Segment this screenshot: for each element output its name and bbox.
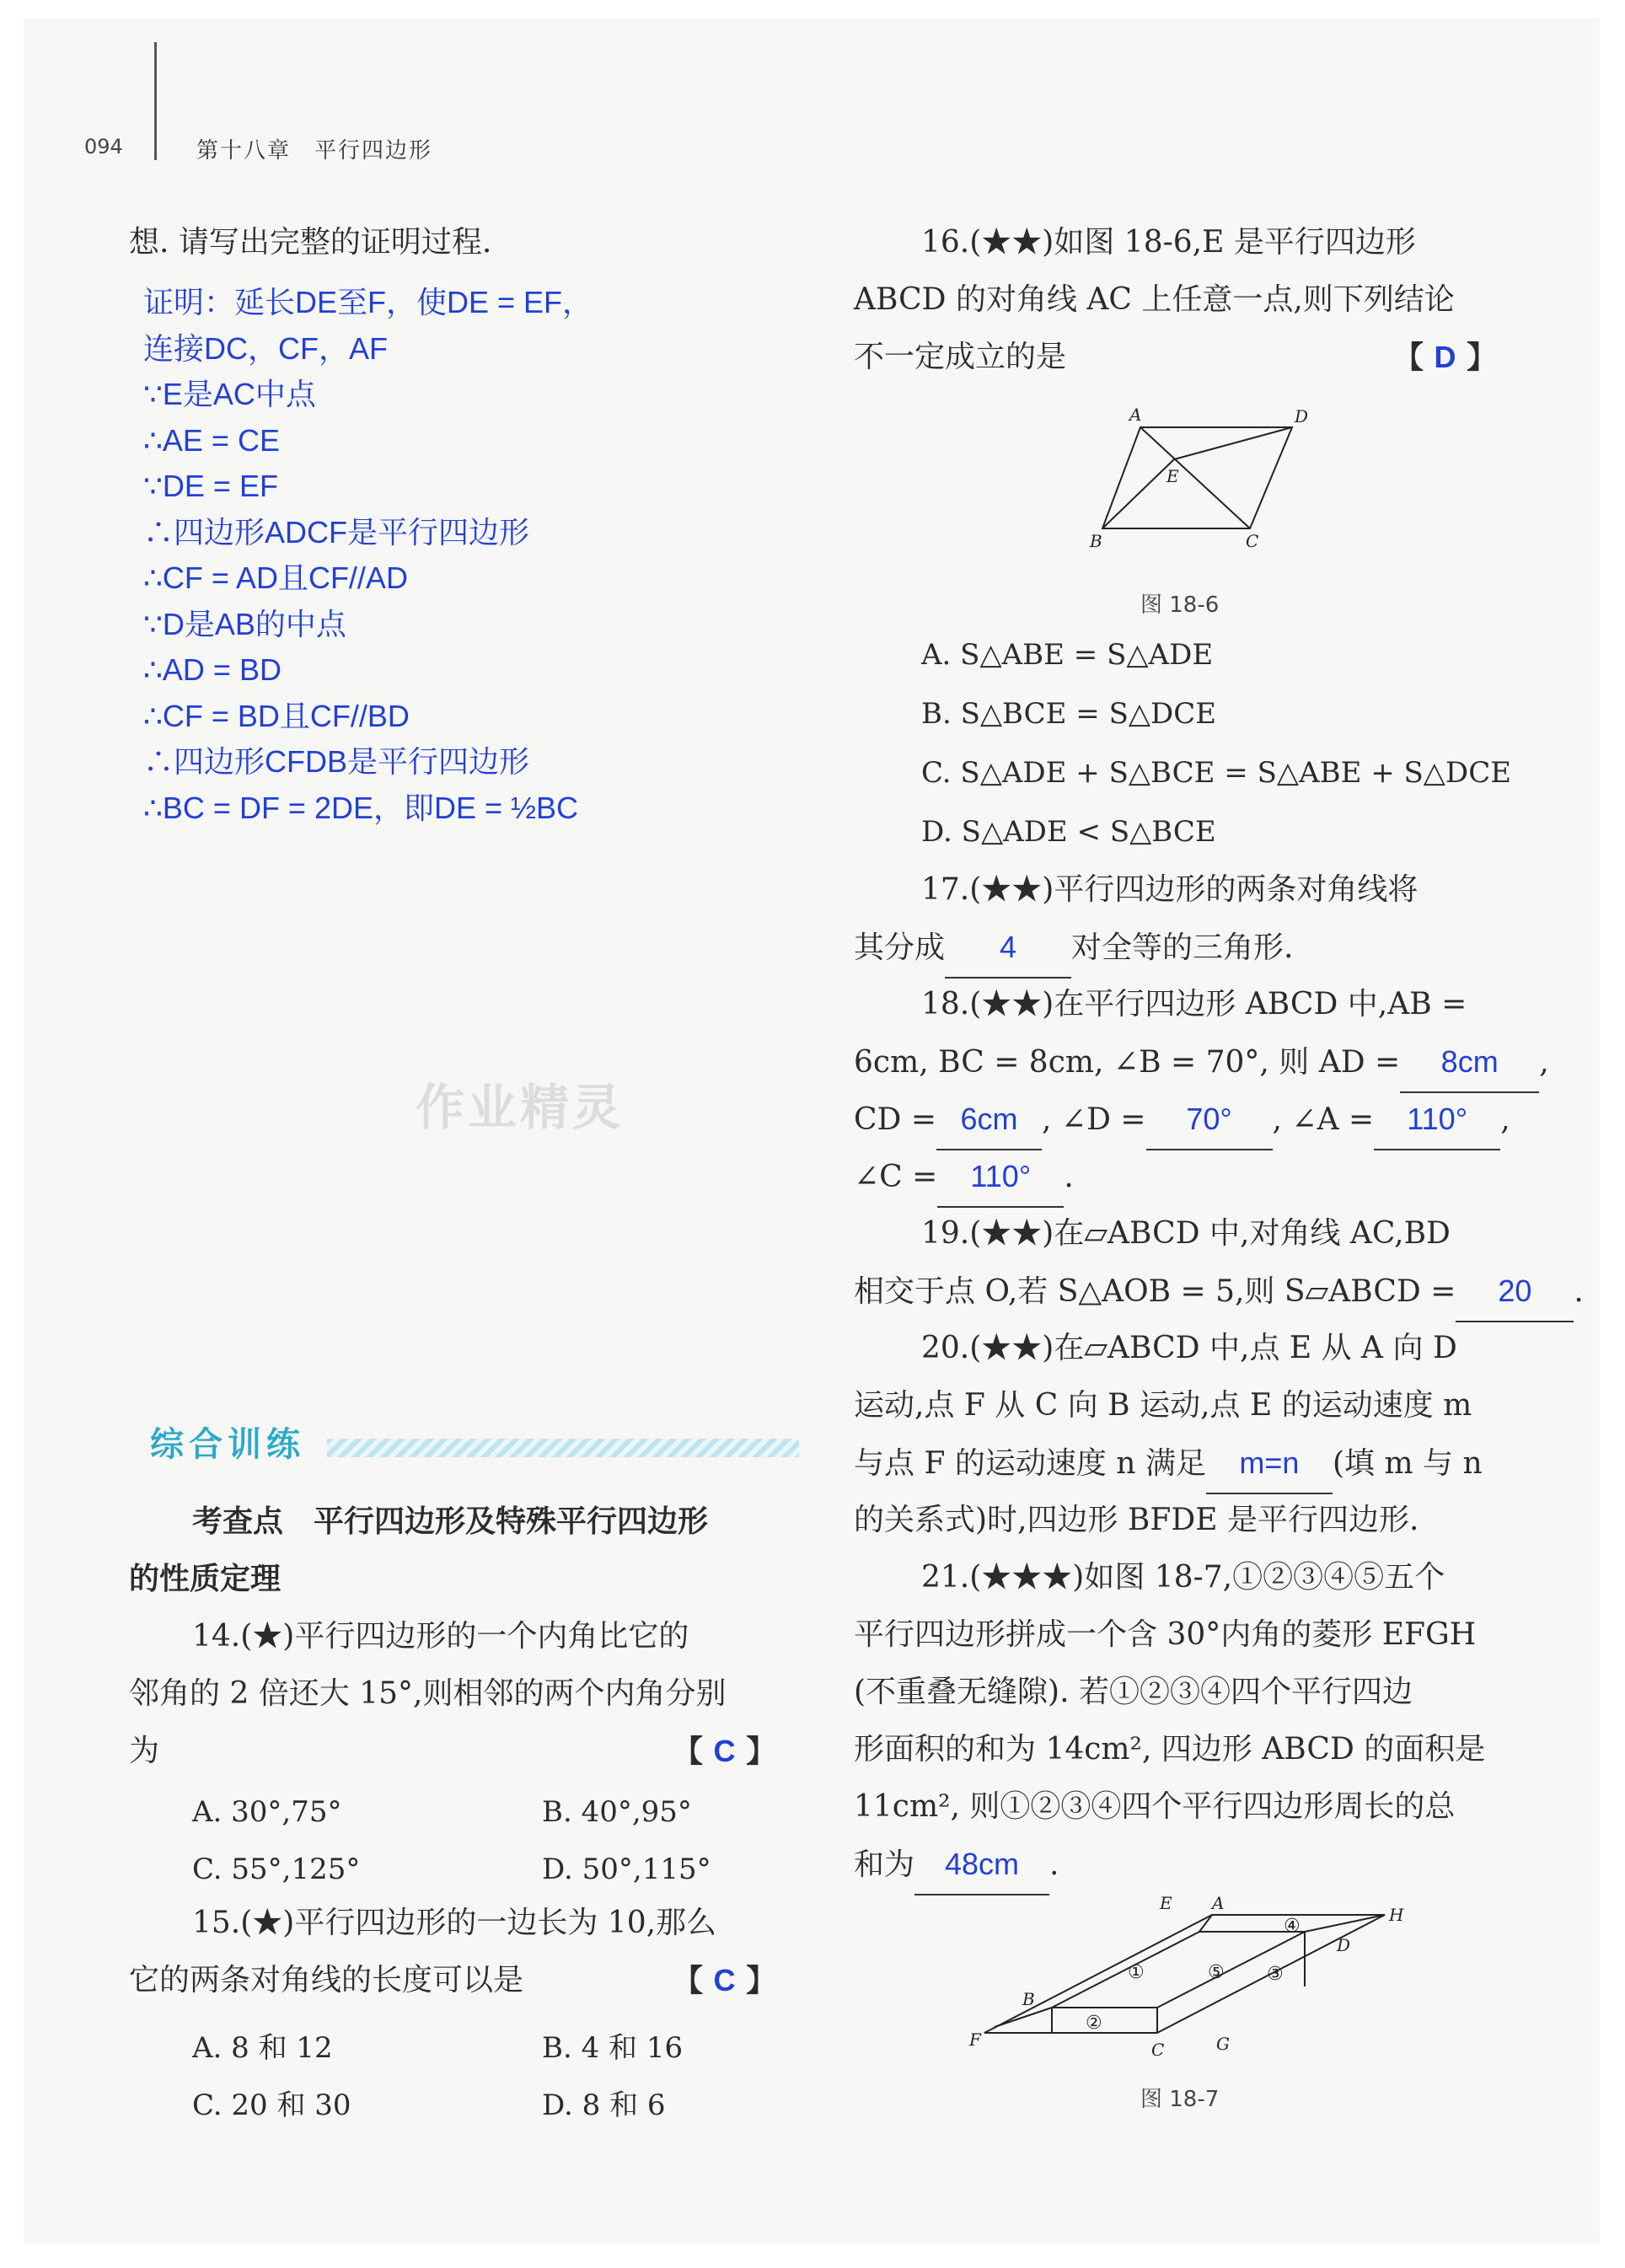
- figure-region: ④: [1284, 1916, 1301, 1937]
- q16-option: C. S△ADE + S△BCE = S△ABE + S△DCE: [921, 756, 1512, 790]
- proof-line: 连接DC，CF，AF: [143, 330, 388, 366]
- figure-label: D: [1337, 1935, 1351, 1955]
- q16-line: ABCD 的对角线 AC 上任意一点,则下列结论: [854, 282, 1455, 317]
- watermark: 作业精灵: [416, 1079, 625, 1136]
- q18-answer-cd: 6cm: [960, 1102, 1018, 1136]
- q20-text: (填 m 与 n: [1332, 1446, 1483, 1481]
- q19-answer: 20: [1498, 1273, 1532, 1308]
- proof-line: ∵E是AC中点: [143, 377, 316, 411]
- proof-line: ∵DE = EF: [143, 469, 278, 503]
- q21-line: 平行四边形拼成一个含 30°内角的菱形 EFGH: [854, 1617, 1477, 1652]
- handwritten-proof: [143, 280, 593, 831]
- q14-line: 14.(★)平行四边形的一个内角比它的: [192, 1619, 689, 1654]
- page-number: 094: [84, 135, 123, 158]
- q16-option: A. S△ABE = S△ADE: [921, 638, 1214, 672]
- q18-answer-ad: 8cm: [1440, 1044, 1499, 1079]
- figure-caption: 图 18-7: [1140, 2087, 1220, 2112]
- chapter-title: 第十八章 平行四边形: [196, 138, 433, 164]
- q14-option: D. 50°,115°: [542, 1852, 711, 1886]
- q19-line: 19.(★★)在▱ABCD 中,对角线 AC,BD: [921, 1216, 1451, 1251]
- q19-text: 相交于点 O,若 S△AOB = 5,则 S▱ABCD =: [854, 1274, 1456, 1309]
- figure-region: ③: [1267, 1964, 1284, 1985]
- q18-answer-d: 70°: [1186, 1102, 1232, 1136]
- figure-caption: 图 18-6: [1140, 592, 1220, 618]
- q16-answer: D: [1434, 340, 1456, 374]
- topic-line: 的性质定理: [129, 1562, 282, 1596]
- figure-label: E: [1160, 1894, 1172, 1913]
- q15-line: 它的两条对角线的长度可以是: [129, 1963, 524, 1997]
- q16-option: D. S△ADE < S△BCE: [921, 815, 1216, 849]
- proof-line: 证明：延长DE至F，使DE = EF，: [143, 285, 593, 319]
- q14-option: B. 40°,95°: [542, 1795, 692, 1829]
- q18-text: , ∠A =: [1272, 1102, 1375, 1137]
- intro-line: 想. 请写出完整的证明过程.: [129, 225, 492, 260]
- q18-text: , ∠D =: [1042, 1102, 1146, 1137]
- q14-option: C. 55°,125°: [192, 1852, 361, 1886]
- q17-answer: 4: [1000, 930, 1017, 964]
- q15-option: D. 8 和 6: [542, 2088, 666, 2122]
- q18-answer-c: 110°: [970, 1159, 1032, 1193]
- q20-line: 的关系式)时,四边形 BFDE 是平行四边形.: [854, 1503, 1419, 1537]
- figure-label: A: [1212, 1894, 1225, 1913]
- figure-18-6: [1077, 402, 1330, 554]
- figure-label: B: [1022, 1989, 1035, 2009]
- proof-line: ∴BC = DF = 2DE，即DE = ½BC: [143, 790, 579, 825]
- figure-region: ⑤: [1208, 1962, 1225, 1983]
- section-decoration: [327, 1439, 799, 1457]
- q16-line: 16.(★★)如图 18-6,E 是平行四边形: [921, 225, 1416, 260]
- q18-line: ∠C = 110° .: [854, 1148, 1074, 1208]
- section-title: 综合训练: [150, 1425, 305, 1464]
- q20-answer: m=n: [1239, 1445, 1300, 1480]
- q18-text: ∠C =: [854, 1160, 938, 1194]
- figure-label: F: [969, 2029, 981, 2050]
- q17-text: 其分成: [854, 930, 946, 965]
- q20-line: [854, 1434, 1483, 1494]
- q21-line: 21.(★★★)如图 18-7,①②③④⑤五个: [921, 1560, 1445, 1595]
- proof-line: ∴AD = BD: [143, 652, 282, 687]
- q18-answer-a: 110°: [1407, 1102, 1468, 1136]
- proof-line: ∴四边形CFDB是平行四边形: [143, 744, 529, 779]
- q14-answer-bracket: 【 C 】: [673, 1734, 777, 1769]
- proof-line: ∵D是AB的中点: [143, 606, 346, 641]
- q15-line: 15.(★)平行四边形的一边长为 10,那么: [192, 1906, 717, 1940]
- q19-line: 相交于点 O,若 S△AOB = 5,则 S▱ABCD = 20 .: [854, 1263, 1584, 1322]
- q15-answer-bracket: 【 C 】: [673, 1963, 777, 1998]
- q14-answer: C: [713, 1734, 736, 1768]
- q18-text: CD =: [854, 1102, 937, 1137]
- q14-line: 邻角的 2 倍还大 15°,则相邻的两个内角分别: [129, 1676, 727, 1711]
- figure-label: G: [1216, 2034, 1230, 2054]
- q18-line: 6cm, BC = 8cm, ∠B = 70°, 则 AD = 8cm ,: [854, 1033, 1549, 1093]
- q20-line: 运动,点 F 从 C 向 B 运动,点 E 的运动速度 m: [854, 1388, 1472, 1423]
- proof-line: ∴CF = BD且CF//BD: [143, 698, 410, 733]
- q16-answer-bracket: 【 D 】: [1393, 340, 1498, 375]
- q14-line: 为: [129, 1734, 160, 1768]
- q21-line: 形面积的和为 14cm², 四边形 ABCD 的面积是: [854, 1732, 1486, 1767]
- figure-label: C: [1246, 531, 1259, 551]
- page: [24, 19, 1600, 2244]
- q20-line: 20.(★★)在▱ABCD 中,点 E 从 A 向 D: [921, 1331, 1457, 1365]
- topic-line: 考查点 平行四边形及特殊平行四边形: [192, 1504, 709, 1539]
- figure-region: ①: [1128, 1962, 1145, 1983]
- figure-18-7: [959, 1894, 1431, 2075]
- figure-label: D: [1295, 406, 1309, 426]
- figure-label: C: [1151, 2040, 1165, 2060]
- q21-text: 和为: [854, 1847, 915, 1882]
- q18-text: 6cm, BC = 8cm, ∠B = 70°, 则 AD =: [854, 1045, 1401, 1080]
- header-rule: [154, 42, 157, 160]
- proof-line: ∴AE = CE: [143, 422, 280, 458]
- proof-line: ∴四边形ADCF是平行四边形: [143, 514, 529, 550]
- q17-line: [854, 919, 1293, 979]
- q16-line: 不一定成立的是: [854, 340, 1067, 374]
- q15-option: C. 20 和 30: [192, 2088, 351, 2122]
- q21-line: 和为 48cm .: [854, 1836, 1059, 1895]
- q21-line: 11cm², 则①②③④四个平行四边形周长的总: [854, 1789, 1456, 1824]
- figure-label: H: [1389, 1905, 1404, 1925]
- q15-answer: C: [713, 1963, 736, 1997]
- q21-answer: 48cm: [945, 1847, 1020, 1881]
- figure-label: B: [1090, 531, 1102, 551]
- figure-region: ②: [1086, 2013, 1102, 2034]
- q17-line: 17.(★★)平行四边形的两条对角线将: [921, 872, 1419, 907]
- q16-option: B. S△BCE = S△DCE: [921, 697, 1217, 731]
- proof-line: ∴CF = AD且CF//AD: [143, 560, 408, 595]
- figure-label: A: [1129, 405, 1142, 425]
- q18-line: 18.(★★)在平行四边形 ABCD 中,AB =: [921, 987, 1467, 1021]
- q14-option: A. 30°,75°: [192, 1795, 342, 1829]
- q17-text: 对全等的三角形.: [1071, 930, 1294, 965]
- q15-option: B. 4 和 16: [542, 2031, 684, 2065]
- q20-text: 与点 F 的运动速度 n 满足: [854, 1446, 1206, 1481]
- q15-option: A. 8 和 12: [192, 2031, 333, 2065]
- q21-line: (不重叠无缝隙). 若①②③④四个平行四边: [854, 1675, 1413, 1709]
- q18-line: CD = 6cm , ∠D = 70° , ∠A = 110° ,: [854, 1091, 1510, 1150]
- figure-label: E: [1166, 466, 1179, 486]
